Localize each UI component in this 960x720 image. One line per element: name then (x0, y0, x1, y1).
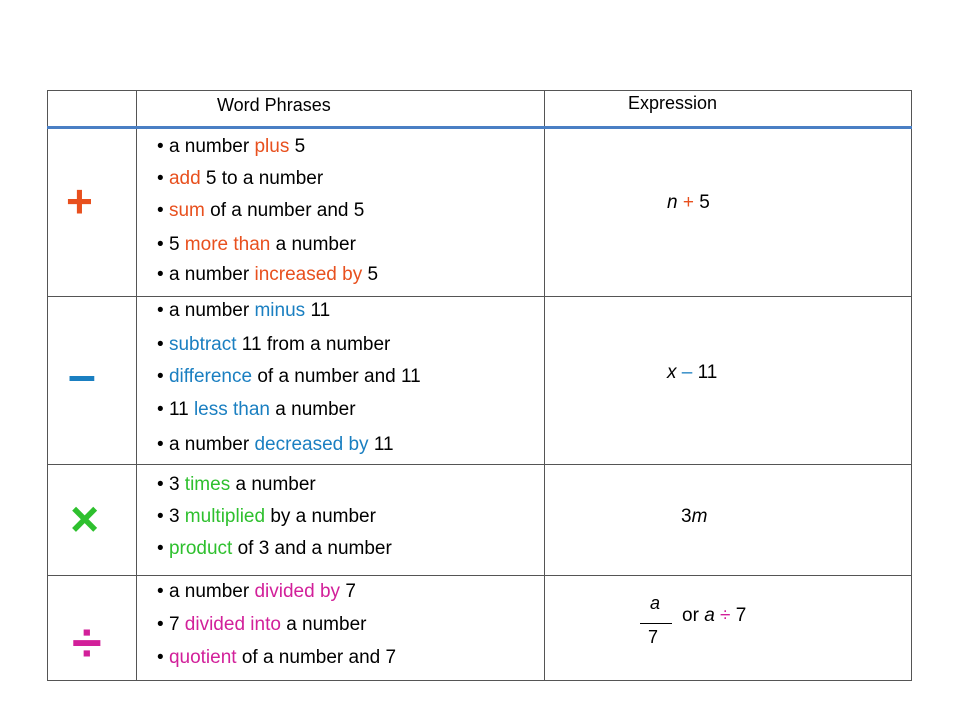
keyword: quotient (168, 647, 237, 668)
keyword: difference (168, 366, 253, 387)
header-word-phrases: Word Phrases (217, 95, 331, 115)
keyword: more than (184, 234, 271, 255)
keyword: increased by (254, 264, 363, 285)
phrase-item: • sum of a number and 5 (157, 200, 365, 221)
keyword: decreased by (254, 434, 369, 455)
expression-division: or a ÷ 7 (682, 605, 747, 626)
phrase-item: • a number decreased by 11 (157, 434, 394, 455)
row-divider (47, 575, 912, 576)
row-divider (47, 464, 912, 465)
keyword: multiplied (184, 506, 266, 527)
fraction-denominator: 7 (648, 627, 659, 647)
phrase-item: • a number increased by 5 (157, 264, 379, 285)
keyword: divided by (254, 581, 341, 602)
divide-icon: ÷ (72, 613, 102, 673)
keyword: sum (168, 200, 205, 221)
column-divider (544, 90, 545, 681)
fraction-bar (640, 623, 672, 624)
expression-addition: n + 5 (667, 192, 710, 213)
row-divider (47, 296, 912, 297)
keyword: product (168, 538, 233, 559)
minus-icon: – (68, 347, 96, 403)
phrase-item: • 3 multiplied by a number (157, 506, 376, 527)
keyword: plus (254, 136, 290, 157)
keyword: divided into (184, 614, 281, 635)
phrase-item: • 5 more than a number (157, 234, 356, 255)
keyword: times (184, 474, 231, 495)
phrase-item: • 7 divided into a number (157, 614, 367, 635)
multiply-icon: × (70, 491, 100, 547)
keyword: subtract (168, 334, 237, 355)
phrase-item: • a number plus 5 (157, 136, 306, 157)
phrase-item: • add 5 to a number (157, 168, 324, 189)
expression-multiplication: 3m (681, 506, 708, 527)
expression-subtraction: x – 11 (667, 362, 718, 383)
phrase-item: • a number minus 11 (157, 300, 331, 321)
keyword: less than (193, 399, 270, 420)
phrase-item: • a number divided by 7 (157, 581, 356, 602)
phrase-item: • product of 3 and a number (157, 538, 392, 559)
keyword: minus (254, 300, 306, 321)
column-divider (136, 90, 137, 681)
phrase-item: • difference of a number and 11 (157, 366, 421, 387)
fraction-numerator: a (650, 593, 661, 613)
phrase-item: • 3 times a number (157, 474, 316, 495)
phrase-item: • 11 less than a number (157, 399, 356, 420)
header-rule (47, 126, 912, 129)
plus-icon: + (66, 175, 93, 227)
phrase-item: • quotient of a number and 7 (157, 647, 397, 668)
phrase-item: • subtract 11 from a number (157, 334, 391, 355)
keyword: add (168, 168, 201, 189)
header-expression: Expression (628, 93, 718, 113)
